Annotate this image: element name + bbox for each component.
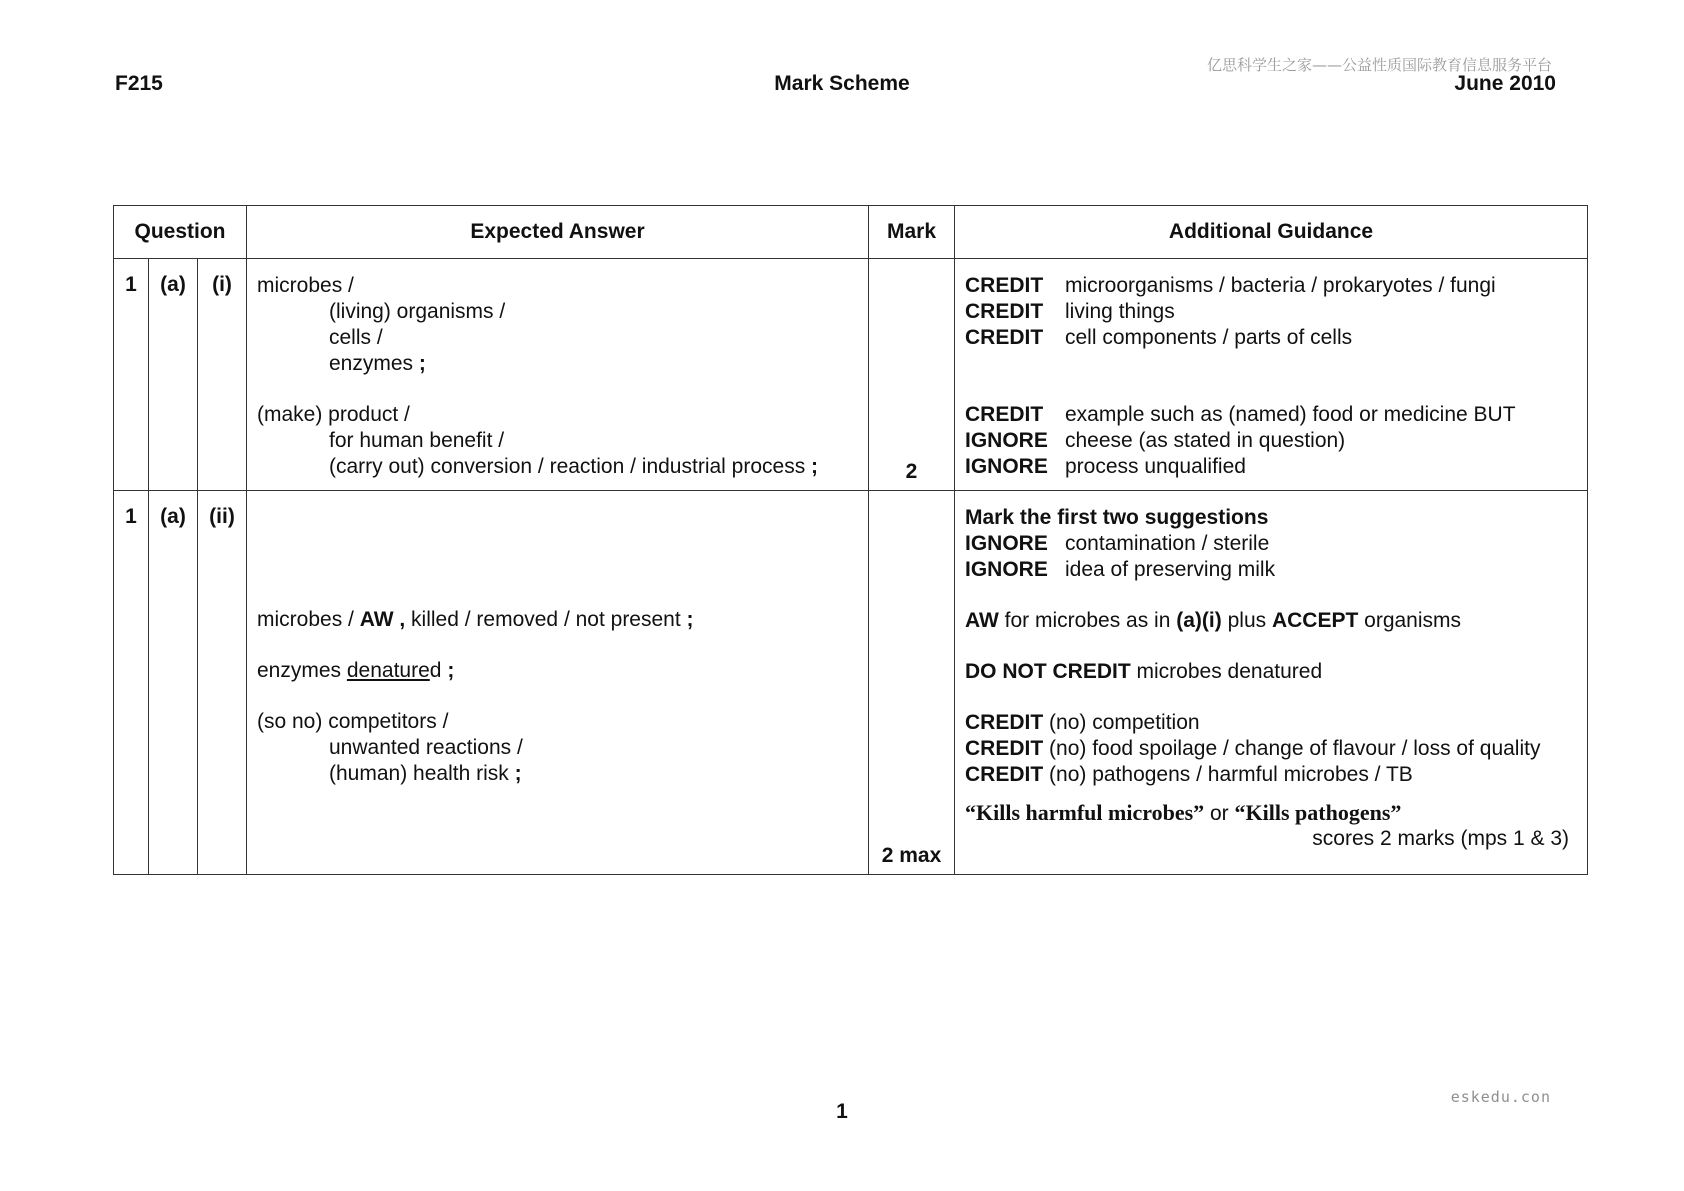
exam-date: June 2010 [1454, 72, 1556, 95]
guidance-line: DO NOT CREDIT microbes denatured [965, 660, 1323, 683]
guidance-line: CREDIT example such as (named) food or medicine BUT [965, 403, 1516, 426]
table-row [114, 259, 1588, 491]
guidance-heading: Mark the first two suggestions [965, 506, 1269, 529]
expected-answer-cell [247, 491, 869, 875]
watermark-top: 亿思科学生之家——公益性质国际教育信息服务平台 [1206, 56, 1552, 74]
mark-cell [869, 259, 955, 491]
col-header-question: Question [114, 206, 247, 259]
col-header-mark: Mark [869, 206, 955, 259]
answer-line: microbes / [257, 274, 354, 297]
answer-line: (so no) competitors / [257, 710, 449, 733]
mark-cell [869, 491, 955, 875]
answer-line: (living) organisms / [329, 300, 506, 323]
question-subpart: (ii) [198, 491, 247, 875]
guidance-line: CREDIT (no) competition [965, 711, 1200, 734]
answer-line: enzymes denatured ; [257, 659, 455, 682]
answer-line: microbes / AW , killed / removed / not present ; [257, 608, 694, 631]
guidance-line: CREDIT cell components / parts of cells [965, 326, 1353, 349]
question-number: 1 [114, 259, 149, 491]
answer-line: (human) health risk ; [329, 762, 522, 785]
question-subpart: (i) [198, 259, 247, 491]
guidance-cell [955, 259, 1588, 491]
guidance-line: IGNORE process unqualified [965, 455, 1246, 478]
answer-line: unwanted reactions / [329, 736, 523, 759]
col-header-additional-guidance: Additional Guidance [955, 206, 1588, 259]
answer-line: (make) product / [257, 403, 410, 426]
question-number: 1 [114, 491, 149, 875]
guidance-line: IGNORE contamination / sterile [965, 532, 1270, 555]
mark-value: 2 [905, 460, 918, 483]
col-header-expected-answer: Expected Answer [247, 206, 869, 259]
guidance-line: “Kills harmful microbes” or “Kills pathogens” [965, 800, 1402, 825]
guidance-line: CREDIT (no) food spoilage / change of flavour / loss of quality [965, 737, 1541, 760]
question-part: (a) [149, 259, 198, 491]
guidance-line: IGNORE idea of preserving milk [965, 558, 1276, 581]
exam-code: F215 [115, 72, 163, 95]
guidance-cell [955, 491, 1588, 875]
document-title: Mark Scheme [774, 72, 910, 95]
expected-answer-cell [247, 259, 869, 491]
mark-value: 2 max [881, 844, 942, 867]
table-row [114, 491, 1588, 875]
guidance-line: CREDIT (no) pathogens / harmful microbes / TB [965, 763, 1413, 786]
table-header-row [114, 206, 1588, 259]
guidance-line: CREDIT living things [965, 300, 1175, 323]
guidance-line: IGNORE cheese (as stated in question) [965, 429, 1346, 452]
page-number: 1 [836, 1100, 848, 1123]
guidance-line: scores 2 marks (mps 1 & 3) [1312, 827, 1569, 850]
mark-scheme-table [113, 205, 1588, 875]
watermark-bottom: eskedu.con [1450, 1088, 1551, 1106]
answer-line: (carry out) conversion / reaction / industrial process ; [329, 455, 819, 478]
question-part: (a) [149, 491, 198, 875]
answer-line: enzymes ; [329, 352, 426, 375]
guidance-line: CREDIT microorganisms / bacteria / prokaryotes / fungi [965, 274, 1496, 297]
answer-line: cells / [329, 326, 383, 349]
guidance-line: AW for microbes as in (a)(i) plus ACCEPT organisms [965, 609, 1462, 632]
answer-line: for human benefit / [329, 429, 505, 452]
